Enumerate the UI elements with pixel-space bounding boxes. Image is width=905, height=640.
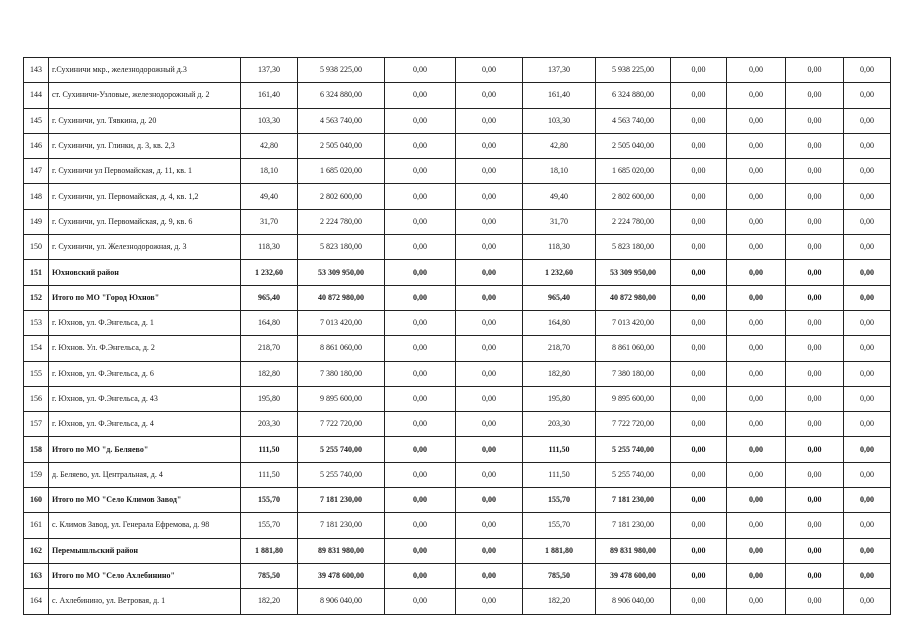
table-row <box>24 336 891 361</box>
value-cell: 0,00 <box>786 361 844 386</box>
value-cell: 0,00 <box>727 83 786 108</box>
address-cell: г. Сухиничи, ул. Глинки, д. 3, кв. 2,3 <box>49 133 241 158</box>
value-cell: 0,00 <box>844 285 891 310</box>
value-cell: 0,00 <box>671 285 727 310</box>
value-cell: 0,00 <box>727 285 786 310</box>
area-cell: 785,50 <box>523 563 596 588</box>
value-cell: 0,00 <box>844 563 891 588</box>
value-cell: 0,00 <box>385 159 456 184</box>
value-cell: 0,00 <box>456 260 523 285</box>
cost-cell: 89 831 980,00 <box>298 538 385 563</box>
value-cell: 0,00 <box>727 310 786 335</box>
cost-cell: 5 823 180,00 <box>596 235 671 260</box>
address-cell: с. Климов Завод, ул. Генерала Ефремова, д. 98 <box>49 513 241 538</box>
value-cell: 0,00 <box>385 83 456 108</box>
value-cell: 0,00 <box>727 462 786 487</box>
table-row <box>24 209 891 234</box>
cost-cell: 2 505 040,00 <box>298 133 385 158</box>
value-cell: 0,00 <box>456 285 523 310</box>
cost-cell: 7 181 230,00 <box>298 488 385 513</box>
value-cell: 0,00 <box>727 589 786 614</box>
value-cell: 0,00 <box>385 412 456 437</box>
value-cell: 0,00 <box>786 235 844 260</box>
cost-cell: 39 478 600,00 <box>596 563 671 588</box>
value-cell: 0,00 <box>456 513 523 538</box>
value-cell: 0,00 <box>671 58 727 83</box>
row-number: 154 <box>24 336 49 361</box>
value-cell: 0,00 <box>727 209 786 234</box>
address-cell: г. Сухиничи, ул. Первомайская, д. 4, кв. 1,2 <box>49 184 241 209</box>
value-cell: 0,00 <box>456 538 523 563</box>
value-cell: 0,00 <box>844 260 891 285</box>
address-cell: ст. Сухиничи-Узловые, железнодорожный д. 2 <box>49 83 241 108</box>
address-cell: г. Сухиничи, ул. Первомайская, д. 9, кв. 6 <box>49 209 241 234</box>
value-cell: 0,00 <box>727 184 786 209</box>
cost-cell: 7 013 420,00 <box>298 310 385 335</box>
cost-cell: 8 906 040,00 <box>596 589 671 614</box>
address-cell: Юхновский район <box>49 260 241 285</box>
table-row <box>24 386 891 411</box>
area-cell: 164,80 <box>523 310 596 335</box>
address-cell: г. Юхнов, ул. Ф.Энгельса, д. 6 <box>49 361 241 386</box>
table-row <box>24 513 891 538</box>
value-cell: 0,00 <box>671 159 727 184</box>
value-cell: 0,00 <box>456 462 523 487</box>
table-row <box>24 184 891 209</box>
value-cell: 0,00 <box>844 336 891 361</box>
value-cell: 0,00 <box>456 437 523 462</box>
row-number: 151 <box>24 260 49 285</box>
value-cell: 0,00 <box>456 336 523 361</box>
row-number: 146 <box>24 133 49 158</box>
cost-cell: 6 324 880,00 <box>298 83 385 108</box>
area-cell: 203,30 <box>241 412 298 437</box>
cost-cell: 2 802 600,00 <box>596 184 671 209</box>
area-cell: 155,70 <box>523 513 596 538</box>
value-cell: 0,00 <box>385 235 456 260</box>
value-cell: 0,00 <box>456 235 523 260</box>
value-cell: 0,00 <box>844 437 891 462</box>
value-cell: 0,00 <box>786 108 844 133</box>
area-cell: 118,30 <box>241 235 298 260</box>
cost-cell: 7 722 720,00 <box>298 412 385 437</box>
area-cell: 182,80 <box>241 361 298 386</box>
value-cell: 0,00 <box>786 488 844 513</box>
table-row <box>24 538 891 563</box>
value-cell: 0,00 <box>844 235 891 260</box>
area-cell: 118,30 <box>523 235 596 260</box>
area-cell: 164,80 <box>241 310 298 335</box>
value-cell: 0,00 <box>671 513 727 538</box>
cost-cell: 5 255 740,00 <box>298 437 385 462</box>
value-cell: 0,00 <box>727 488 786 513</box>
value-cell: 0,00 <box>456 83 523 108</box>
value-cell: 0,00 <box>786 437 844 462</box>
table-body <box>24 58 891 615</box>
value-cell: 0,00 <box>385 589 456 614</box>
area-cell: 161,40 <box>523 83 596 108</box>
cost-cell: 40 872 980,00 <box>596 285 671 310</box>
row-number: 161 <box>24 513 49 538</box>
area-cell: 161,40 <box>241 83 298 108</box>
area-cell: 103,30 <box>241 108 298 133</box>
value-cell: 0,00 <box>727 513 786 538</box>
value-cell: 0,00 <box>456 589 523 614</box>
cost-cell: 2 224 780,00 <box>298 209 385 234</box>
value-cell: 0,00 <box>786 184 844 209</box>
cost-cell: 5 255 740,00 <box>596 437 671 462</box>
value-cell: 0,00 <box>786 310 844 335</box>
value-cell: 0,00 <box>727 58 786 83</box>
cost-cell: 39 478 600,00 <box>298 563 385 588</box>
table-row <box>24 361 891 386</box>
area-cell: 1 232,60 <box>523 260 596 285</box>
value-cell: 0,00 <box>727 336 786 361</box>
value-cell: 0,00 <box>671 184 727 209</box>
cost-cell: 53 309 950,00 <box>298 260 385 285</box>
address-cell: г. Сухиничи, ул. Тявкина, д. 20 <box>49 108 241 133</box>
table-row <box>24 58 891 83</box>
address-cell: с. Ахлебинино, ул. Ветровая, д. 1 <box>49 589 241 614</box>
area-cell: 182,80 <box>523 361 596 386</box>
area-cell: 111,50 <box>241 437 298 462</box>
value-cell: 0,00 <box>385 285 456 310</box>
area-cell: 111,50 <box>523 437 596 462</box>
value-cell: 0,00 <box>844 462 891 487</box>
area-cell: 218,70 <box>241 336 298 361</box>
table-row <box>24 310 891 335</box>
cost-cell: 1 685 020,00 <box>596 159 671 184</box>
value-cell: 0,00 <box>671 108 727 133</box>
value-cell: 0,00 <box>671 260 727 285</box>
area-cell: 965,40 <box>523 285 596 310</box>
value-cell: 0,00 <box>786 412 844 437</box>
cost-cell: 4 563 740,00 <box>596 108 671 133</box>
cost-cell: 7 380 180,00 <box>298 361 385 386</box>
area-cell: 218,70 <box>523 336 596 361</box>
value-cell: 0,00 <box>844 58 891 83</box>
cost-cell: 6 324 880,00 <box>596 83 671 108</box>
address-cell: Итого по МО "Село Ахлебинино" <box>49 563 241 588</box>
value-cell: 0,00 <box>844 310 891 335</box>
row-number: 145 <box>24 108 49 133</box>
row-number: 162 <box>24 538 49 563</box>
area-cell: 1 232,60 <box>241 260 298 285</box>
area-cell: 49,40 <box>523 184 596 209</box>
value-cell: 0,00 <box>456 133 523 158</box>
value-cell: 0,00 <box>844 209 891 234</box>
table-row <box>24 563 891 588</box>
area-cell: 42,80 <box>241 133 298 158</box>
value-cell: 0,00 <box>385 260 456 285</box>
area-cell: 195,80 <box>241 386 298 411</box>
value-cell: 0,00 <box>385 133 456 158</box>
area-cell: 137,30 <box>523 58 596 83</box>
value-cell: 0,00 <box>385 462 456 487</box>
row-number: 153 <box>24 310 49 335</box>
value-cell: 0,00 <box>844 133 891 158</box>
area-cell: 137,30 <box>241 58 298 83</box>
cost-cell: 89 831 980,00 <box>596 538 671 563</box>
value-cell: 0,00 <box>727 108 786 133</box>
address-cell: г. Юхнов. Ул. Ф.Энгельса, д. 2 <box>49 336 241 361</box>
value-cell: 0,00 <box>786 336 844 361</box>
value-cell: 0,00 <box>786 462 844 487</box>
value-cell: 0,00 <box>786 58 844 83</box>
cost-cell: 2 802 600,00 <box>298 184 385 209</box>
area-cell: 155,70 <box>523 488 596 513</box>
cost-cell: 9 895 600,00 <box>596 386 671 411</box>
table-row <box>24 285 891 310</box>
cost-cell: 7 722 720,00 <box>596 412 671 437</box>
table-row <box>24 437 891 462</box>
value-cell: 0,00 <box>786 83 844 108</box>
address-cell: Итого по МО "д. Беляево" <box>49 437 241 462</box>
area-cell: 31,70 <box>241 209 298 234</box>
cost-cell: 5 938 225,00 <box>596 58 671 83</box>
table-row <box>24 235 891 260</box>
value-cell: 0,00 <box>385 108 456 133</box>
value-cell: 0,00 <box>671 563 727 588</box>
row-number: 150 <box>24 235 49 260</box>
area-cell: 182,20 <box>241 589 298 614</box>
area-cell: 155,70 <box>241 488 298 513</box>
cost-cell: 9 895 600,00 <box>298 386 385 411</box>
row-number: 143 <box>24 58 49 83</box>
address-cell: г. Юхнов, ул. Ф.Энгельса, д. 1 <box>49 310 241 335</box>
area-cell: 785,50 <box>241 563 298 588</box>
value-cell: 0,00 <box>727 386 786 411</box>
value-cell: 0,00 <box>456 159 523 184</box>
address-cell: Итого по МО "Город Юхнов" <box>49 285 241 310</box>
value-cell: 0,00 <box>456 108 523 133</box>
value-cell: 0,00 <box>671 538 727 563</box>
value-cell: 0,00 <box>727 235 786 260</box>
cost-cell: 7 181 230,00 <box>596 513 671 538</box>
cost-cell: 5 255 740,00 <box>298 462 385 487</box>
row-number: 163 <box>24 563 49 588</box>
cost-cell: 4 563 740,00 <box>298 108 385 133</box>
value-cell: 0,00 <box>456 412 523 437</box>
cost-cell: 7 013 420,00 <box>596 310 671 335</box>
value-cell: 0,00 <box>456 386 523 411</box>
value-cell: 0,00 <box>727 260 786 285</box>
value-cell: 0,00 <box>671 462 727 487</box>
row-number: 156 <box>24 386 49 411</box>
cost-cell: 5 255 740,00 <box>596 462 671 487</box>
value-cell: 0,00 <box>727 133 786 158</box>
value-cell: 0,00 <box>844 412 891 437</box>
value-cell: 0,00 <box>671 235 727 260</box>
cost-cell: 8 861 060,00 <box>298 336 385 361</box>
address-cell: Итого по МО "Село Климов Завод" <box>49 488 241 513</box>
value-cell: 0,00 <box>727 159 786 184</box>
table-row <box>24 488 891 513</box>
value-cell: 0,00 <box>786 513 844 538</box>
value-cell: 0,00 <box>844 83 891 108</box>
row-number: 147 <box>24 159 49 184</box>
value-cell: 0,00 <box>385 437 456 462</box>
value-cell: 0,00 <box>385 563 456 588</box>
value-cell: 0,00 <box>385 209 456 234</box>
area-cell: 195,80 <box>523 386 596 411</box>
value-cell: 0,00 <box>727 437 786 462</box>
value-cell: 0,00 <box>786 386 844 411</box>
address-cell: г. Сухиничи ул Первомайская, д. 11, кв. 1 <box>49 159 241 184</box>
address-cell: д. Беляево, ул. Центральная, д. 4 <box>49 462 241 487</box>
address-cell: г. Юхнов, ул. Ф.Энгельса, д. 4 <box>49 412 241 437</box>
value-cell: 0,00 <box>456 184 523 209</box>
cost-cell: 8 906 040,00 <box>298 589 385 614</box>
value-cell: 0,00 <box>671 488 727 513</box>
cost-cell: 5 938 225,00 <box>298 58 385 83</box>
value-cell: 0,00 <box>385 310 456 335</box>
value-cell: 0,00 <box>671 386 727 411</box>
row-number: 152 <box>24 285 49 310</box>
value-cell: 0,00 <box>385 361 456 386</box>
value-cell: 0,00 <box>385 336 456 361</box>
value-cell: 0,00 <box>844 108 891 133</box>
value-cell: 0,00 <box>671 209 727 234</box>
area-cell: 111,50 <box>241 462 298 487</box>
value-cell: 0,00 <box>456 488 523 513</box>
cost-cell: 2 224 780,00 <box>596 209 671 234</box>
value-cell: 0,00 <box>786 589 844 614</box>
cost-cell: 2 505 040,00 <box>596 133 671 158</box>
value-cell: 0,00 <box>844 538 891 563</box>
value-cell: 0,00 <box>786 538 844 563</box>
value-cell: 0,00 <box>844 488 891 513</box>
value-cell: 0,00 <box>456 58 523 83</box>
area-cell: 103,30 <box>523 108 596 133</box>
cost-cell: 7 380 180,00 <box>596 361 671 386</box>
cost-cell: 40 872 980,00 <box>298 285 385 310</box>
area-cell: 965,40 <box>241 285 298 310</box>
value-cell: 0,00 <box>727 412 786 437</box>
table-row <box>24 159 891 184</box>
table-row <box>24 133 891 158</box>
cost-cell: 1 685 020,00 <box>298 159 385 184</box>
value-cell: 0,00 <box>385 184 456 209</box>
value-cell: 0,00 <box>671 133 727 158</box>
area-cell: 49,40 <box>241 184 298 209</box>
area-cell: 18,10 <box>241 159 298 184</box>
value-cell: 0,00 <box>456 361 523 386</box>
value-cell: 0,00 <box>671 336 727 361</box>
row-number: 148 <box>24 184 49 209</box>
value-cell: 0,00 <box>727 361 786 386</box>
area-cell: 111,50 <box>523 462 596 487</box>
area-cell: 1 881,80 <box>241 538 298 563</box>
value-cell: 0,00 <box>456 563 523 588</box>
row-number: 164 <box>24 589 49 614</box>
value-cell: 0,00 <box>385 488 456 513</box>
value-cell: 0,00 <box>385 386 456 411</box>
area-cell: 1 881,80 <box>523 538 596 563</box>
address-cell: г.Сухиничи мкр., железнодорожный д.3 <box>49 58 241 83</box>
value-cell: 0,00 <box>671 361 727 386</box>
area-cell: 42,80 <box>523 133 596 158</box>
area-cell: 155,70 <box>241 513 298 538</box>
value-cell: 0,00 <box>385 513 456 538</box>
value-cell: 0,00 <box>385 538 456 563</box>
value-cell: 0,00 <box>786 209 844 234</box>
value-cell: 0,00 <box>844 159 891 184</box>
address-cell: г. Юхнов, ул. Ф.Энгельса, д. 43 <box>49 386 241 411</box>
area-cell: 18,10 <box>523 159 596 184</box>
row-number: 149 <box>24 209 49 234</box>
address-cell: г. Сухиничи, ул. Железнодорожная, д. 3 <box>49 235 241 260</box>
table-row <box>24 108 891 133</box>
row-number: 160 <box>24 488 49 513</box>
value-cell: 0,00 <box>844 361 891 386</box>
table-row <box>24 83 891 108</box>
value-cell: 0,00 <box>671 437 727 462</box>
area-cell: 31,70 <box>523 209 596 234</box>
value-cell: 0,00 <box>786 133 844 158</box>
value-cell: 0,00 <box>671 310 727 335</box>
area-cell: 182,20 <box>523 589 596 614</box>
value-cell: 0,00 <box>456 310 523 335</box>
cost-cell: 8 861 060,00 <box>596 336 671 361</box>
value-cell: 0,00 <box>844 386 891 411</box>
housing-table <box>23 57 891 615</box>
table-row <box>24 462 891 487</box>
value-cell: 0,00 <box>671 589 727 614</box>
value-cell: 0,00 <box>727 538 786 563</box>
row-number: 157 <box>24 412 49 437</box>
value-cell: 0,00 <box>786 260 844 285</box>
value-cell: 0,00 <box>786 563 844 588</box>
value-cell: 0,00 <box>844 513 891 538</box>
table-row <box>24 589 891 614</box>
value-cell: 0,00 <box>844 184 891 209</box>
cost-cell: 7 181 230,00 <box>596 488 671 513</box>
value-cell: 0,00 <box>385 58 456 83</box>
value-cell: 0,00 <box>671 412 727 437</box>
area-cell: 203,30 <box>523 412 596 437</box>
cost-cell: 7 181 230,00 <box>298 513 385 538</box>
row-number: 155 <box>24 361 49 386</box>
row-number: 144 <box>24 83 49 108</box>
row-number: 159 <box>24 462 49 487</box>
value-cell: 0,00 <box>456 209 523 234</box>
value-cell: 0,00 <box>671 83 727 108</box>
table-row <box>24 412 891 437</box>
address-cell: Перемышльский район <box>49 538 241 563</box>
value-cell: 0,00 <box>727 563 786 588</box>
value-cell: 0,00 <box>786 285 844 310</box>
value-cell: 0,00 <box>786 159 844 184</box>
cost-cell: 53 309 950,00 <box>596 260 671 285</box>
row-number: 158 <box>24 437 49 462</box>
cost-cell: 5 823 180,00 <box>298 235 385 260</box>
value-cell: 0,00 <box>844 589 891 614</box>
table-row <box>24 260 891 285</box>
